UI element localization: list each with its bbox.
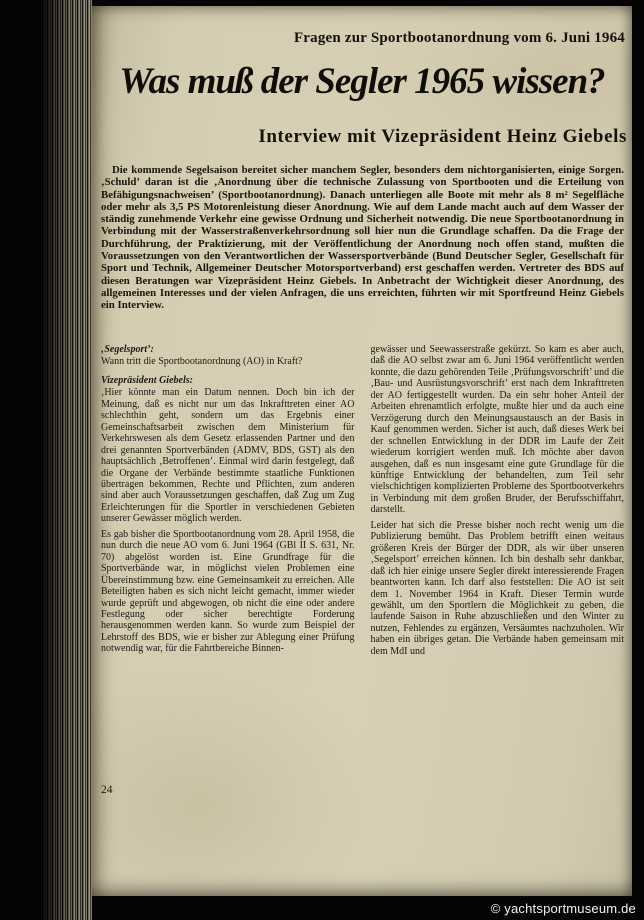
answer-paragraph-1: ‚Hier könnte man ein Datum nennen. Doch bin ich der Meinung, daß es nicht nur um das Inkrafttreten einer AO schlechthin geht, sondern um das Ergebnis einer Gemeinschaftsarbeit zwischen dem Ministerium für Verkehrswesen als dem Gesetz erlassenden Partner und den drei genannten Sportverbänden (ADMV, BDS, GST) als den hauptsächlich ‚Betroffenen’. Einmal wird darin festgelegt, daß die Organe der Verbände bestimmte staatliche Funktionen übertragen bekommen, Rechte und Pflichten, zum anderen sind aber auch Voraussetzungen geschaffen, daß Zug um Zug Erleichterungen für die Sportler in verschiedenen Gebieten unserer Gewässer möglich werden. [101, 387, 355, 525]
article-title: Was muß der Segler 1965 wissen? [119, 61, 605, 102]
speaker-label: Vizepräsident Giebels: [101, 374, 193, 386]
article-columns [101, 344, 624, 657]
intro-paragraph: Die kommende Segelsaison bereitet sicher manchem Segler, besonders dem nichtorganisierten, einige Sorgen. ‚Schuld’ daran ist die ‚Anordnung über die technische Zulassung von Sportbooten und die Erteilung von Befähigungsnachweisen’ (Sportbootanordnung). Danach unterliegen alle Boote mit mehr als 8 m² Segelfläche oder mehr als 3,5 PS Motorenleistung dieser Anordnung. Wie auf dem Lande macht auch auf dem Wasser der ständig zunehmende Verkehr eine gewisse Ordnung und Sicherheit notwendig. Die neue Sportbootanordnung in Verbindung mit der Wasserstraßenverkehrsordnung soll hier nun die Grundlage schaffen. Da die Frage der Durchführung, der Praktizierung, mit der Veröffentlichung der Anordnung noch offen stand, mußten die Voraussetzungen von den Verantwortlichen der Wassersportverbände (Bund Deutscher Segler, Gesellschaft für Sport und Technik, Allgemeiner Deutscher Motorsportverband) erst geschaffen werden. Vertreter des BDS auf diesen Beratungen war Vizepräsident Heinz Giebels. In Anbetracht der Wichtigkeit dieser Anordnung, des allgemeinen Interesses und der vielen Anfragen, die uns erreichten, führten wir mit Sportfreund Heinz Giebels ein Interview. [101, 164, 624, 312]
answer-paragraph-4: Leider hat sich die Presse bisher noch recht wenig um die Publizierung bemüht. Das Problem betrifft einen weitaus größeren Kreis der Bürger der DDR, als wir über unseren ‚Segelsport’ erreichen können. Ich bin deshalb sehr dankbar, daß ich hier einige unsere Segler direkt interessierende Fragen beantworten kann. Ich darf also feststellen: Die AO ist seit dem 1. November 1964 in Kraft. Dieser Termin wurde gewählt, um den Sportlern die Möglichkeit zu geben, die laufende Saison in Ruhe abzuschließen und den Winter zu nutzen, Fehlendes zu ergänzen, Versäumtes nachzuholen. Wir haben ein übriges getan. Die Verbände haben gemeinsam mit dem MdI und [370, 519, 624, 657]
page-number: 24 [101, 784, 113, 796]
interview-question: Wann tritt die Sportbootanordnung (AO) in Kraft? [101, 356, 303, 368]
page-header: Fragen zur Sportbootanordnung vom 6. Juni 1964 [293, 30, 625, 46]
left-column [101, 344, 355, 657]
book-spine-page-edges [42, 0, 92, 920]
watermark: © yachtsportmuseum.de [490, 901, 636, 916]
magazine-page [92, 6, 632, 896]
article-subtitle: Interview mit Vizepräsident Heinz Giebels [258, 126, 627, 147]
question-source-label: ‚Segelsport’: [101, 344, 154, 355]
answer-paragraph-3: gewässer und Seewasserstraße gekürzt. So kam es aber auch, daß die AO selbst zwar am 6. Juni 1964 veröffentlicht werden konnte, die dazu gehörenden Teile ‚Prüfungsvorschrift’ und die ‚Bau- und Ausrüstungsvorschrift’ erst nach dem Inkrafttreten der AO fertiggestellt wurden. Da ein sehr hoher Anteil der Arbeiten ehrenamtlich erfolgte, mußte hier und da auch eine Verzögerung durch den Meinungsaustausch an der Basis in Kauf genommen werden. Sicher ist auch, daß dieses Werk bei der schnellen Entwicklung in der DDR im Laufe der Zeit wiederum korrigiert werden muß. Ich möchte aber davon ausgehen, daß es nun insgesamt eine gute Grundlage für die künftige Entwicklung der behandelten, zum Teil sehr vielschichtigen komplizierten Probleme des Sportbootverkehrs in Verbindung mit dem großen Bruder, der Berufsschiffahrt, darstellt. [370, 344, 624, 516]
answer-paragraph-2: Es gab bisher die Sportbootanordnung vom 28. April 1958, die nun durch die neue AO vom 6. Juni 1964 (GBl II S. 631, Nr. 70) abgelöst worden ist. Eine Grundfrage für die Sportverbände war, in möglichst vielen Problemen eine Übereinstimmung bzw. eine Gemeinsamkeit zu erreichen. Alle Beteiligten haben es sich nicht leicht gemacht, immer wieder wurde geprüft und abgewogen, ob nicht die eine oder andere Festlegung oder sicher berechtigte Forderung herausgenommen werden kann. So wurde zum Beispiel der Lehrstoff des BDS, wie er bisher zur Ablegung einer Prüfung notwendig war, für die Fahrtbereiche Binnen- [101, 528, 355, 655]
right-column [371, 344, 625, 657]
